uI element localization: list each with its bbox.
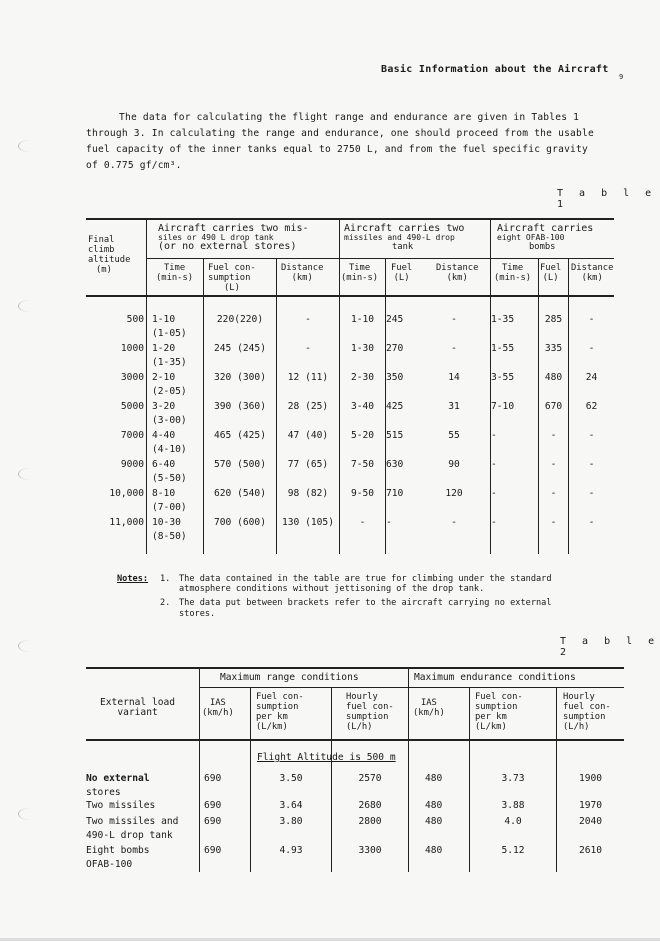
- t1-cell-altitude: 5000: [120, 401, 144, 412]
- note-1-number: 1.: [160, 574, 171, 584]
- t2-cell-c: 2680: [358, 800, 382, 811]
- t1-cell-altitude: 500: [126, 314, 144, 325]
- t1-sub-dist-3: Distance (km): [571, 263, 614, 283]
- t2-cell-variant-line2: stores: [86, 787, 121, 798]
- t1-cell-t3: 1-35: [491, 314, 515, 325]
- t1-cell-f1: 390 (360): [214, 401, 266, 412]
- t1-group-missiles-tank: Aircraft carries two missiles and 490-L drop tank: [344, 223, 465, 252]
- t1-cell-altitude: 7000: [120, 430, 144, 441]
- t2-group-max-endurance: Maximum endurance conditions: [414, 672, 576, 683]
- t1-cell-t2: 7-50: [350, 459, 375, 470]
- t1-cell-t1: 8-10: [152, 488, 176, 499]
- t1-cell-d1: -: [305, 343, 311, 354]
- punch-mark: [18, 468, 41, 480]
- t1-cell-altitude: 11,000: [109, 517, 144, 528]
- t2-cell-a: 690: [204, 845, 222, 856]
- t1-cell-t1-alt: (8-50): [152, 531, 187, 542]
- t2-cell-c: 2570: [358, 773, 382, 784]
- t2-cell-c: 2800: [358, 816, 382, 827]
- t1-cell-d3: 24: [585, 372, 598, 383]
- t2-cell-b: 4.93: [279, 845, 303, 856]
- t1-cell-f2: 515: [386, 430, 404, 441]
- t1-cell-t1: 10-30: [152, 517, 181, 528]
- t2-cell-variant: Two missiles and: [86, 816, 179, 827]
- t2-subhead-altitude: Flight Altitude is 500 m: [257, 752, 396, 763]
- t2-cell-b: 3.64: [279, 800, 303, 811]
- t1-sub-time-1: Time (min-s): [156, 263, 194, 283]
- t2-cell-f: 1970: [578, 800, 603, 811]
- t1-cell-t1: 6-40: [152, 459, 176, 470]
- t1-cell-f3: -: [550, 459, 557, 470]
- t1-cell-t1: 4-40: [152, 430, 176, 441]
- t2-cell-variant-line2: 490-L drop tank: [86, 830, 173, 841]
- note-2-line-1: The data put between brackets refer to the aircraft carrying no external: [179, 598, 552, 608]
- t1-cell-d2: -: [451, 517, 457, 528]
- t2-cell-variant: Eight bombs: [86, 845, 150, 856]
- t1-sub-fuel-1: Fuel con- sumption (L): [208, 263, 256, 293]
- t1-cell-f2: 710: [386, 488, 404, 499]
- t1-group-bombs: Aircraft carries eight OFAB-100 bombs: [497, 223, 594, 252]
- t2-cell-f: 2040: [578, 816, 603, 827]
- t1-cell-f1: 620 (540): [214, 488, 266, 499]
- t2-cell-variant: No external: [86, 773, 150, 784]
- t1-sub-dist-1: Distance (km): [281, 263, 324, 283]
- t1-cell-d1: 130 (105): [282, 517, 334, 528]
- t1-cell-t2: 9-50: [350, 488, 375, 499]
- t1-cell-f1: 465 (425): [214, 430, 266, 441]
- note-1-line-2: atmosphere conditions without jettisoning of the drop tank.: [179, 584, 485, 594]
- t2-cell-d: 480: [425, 800, 443, 811]
- note-2-number: 2.: [160, 598, 171, 608]
- t1-cell-f2: 425: [386, 401, 404, 412]
- t1-sub-time-2: Time (min-s): [341, 263, 379, 283]
- intro-line-4: of 0.775 gf/cm³.: [86, 160, 182, 171]
- t1-cell-d1: 12 (11): [287, 372, 329, 383]
- t2-h-fuel-km-2: Fuel con- sumption per km (L/km): [475, 692, 523, 732]
- t2-cell-a: 690: [204, 773, 222, 784]
- t2-h-hourly-1: Hourly fuel con- sumption (L/h): [346, 692, 394, 732]
- t2-cell-variant-line2: OFAB-100: [86, 859, 133, 870]
- t1-cell-d2: 90: [448, 459, 460, 470]
- t1-cell-t1: 1-10: [152, 314, 176, 325]
- t1-cell-d1: 98 (82): [287, 488, 329, 499]
- t1-cell-d1: 77 (65): [287, 459, 329, 470]
- t2-h-fuel-km-1: Fuel con- sumption per km (L/km): [256, 692, 304, 732]
- t1-cell-f3: 335: [544, 343, 563, 354]
- t1-cell-f3: -: [550, 430, 557, 441]
- t1-cell-altitude: 9000: [120, 459, 144, 470]
- note-2-line-2: stores.: [179, 609, 216, 619]
- notes-label: Notes:: [117, 574, 149, 584]
- t1-col-altitude-header: Final climb altitude (m): [88, 235, 131, 275]
- t1-cell-f3: -: [550, 517, 557, 528]
- t1-cell-f1: 570 (500): [214, 459, 266, 470]
- t1-cell-f2: -: [386, 517, 392, 528]
- intro-line-2: through 3. In calculating the range and endurance, one should proceed from the usable: [86, 128, 594, 139]
- t1-cell-t2: 2-30: [350, 372, 375, 383]
- t1-cell-d1: 28 (25): [287, 401, 329, 412]
- t1-cell-f2: 270: [386, 343, 404, 354]
- t1-cell-t2: 1-30: [350, 343, 375, 354]
- t1-sub-fuel-3: Fuel (L): [540, 263, 562, 283]
- t1-cell-d3: -: [588, 459, 595, 470]
- t2-cell-e: 5.12: [501, 845, 525, 856]
- punch-mark: [18, 640, 41, 652]
- t1-cell-t1-alt: (3-00): [152, 415, 187, 426]
- t1-cell-f2: 350: [386, 372, 404, 383]
- t1-cell-d2: 120: [445, 488, 463, 499]
- t1-cell-altitude: 10,000: [109, 488, 144, 499]
- t1-sub-time-3: Time (min-s): [494, 263, 532, 283]
- t1-cell-t1: 3-20: [152, 401, 176, 412]
- t2-cell-b: 3.50: [279, 773, 303, 784]
- t1-cell-d2: 31: [448, 401, 460, 412]
- t2-cell-a: 690: [204, 816, 222, 827]
- running-title: Basic Information about the Aircraft: [381, 64, 609, 75]
- t1-cell-t3: -: [491, 517, 497, 528]
- t2-cell-e: 4.0: [504, 816, 522, 827]
- t1-cell-t3: 3-55: [491, 372, 515, 383]
- intro-line-3: fuel capacity of the inner tanks equal to 2750 L, and from the fuel specific gravity: [86, 144, 588, 155]
- t2-cell-d: 480: [425, 773, 443, 784]
- t1-cell-d3: -: [588, 517, 595, 528]
- t1-cell-f1: 245 (245): [214, 343, 266, 354]
- t1-cell-d3: 62: [585, 401, 598, 412]
- punch-mark: [18, 300, 41, 312]
- t2-cell-a: 690: [204, 800, 222, 811]
- t1-cell-t1: 2-10: [152, 372, 176, 383]
- t2-cell-f: 2610: [578, 845, 603, 856]
- t1-cell-f3: -: [550, 488, 557, 499]
- punch-mark: [18, 140, 41, 152]
- t1-cell-f2: 630: [386, 459, 404, 470]
- t1-cell-t2: 3-40: [350, 401, 375, 412]
- t1-cell-d2: 14: [448, 372, 460, 383]
- t1-cell-t3: 7-10: [491, 401, 515, 412]
- t1-cell-d2: 55: [448, 430, 460, 441]
- t1-cell-d1: -: [305, 314, 311, 325]
- t2-cell-f: 1900: [578, 773, 603, 784]
- table2-label: T a b l e 2: [560, 636, 660, 658]
- t1-cell-t2: 5-20: [350, 430, 375, 441]
- page-number: 9: [619, 73, 624, 81]
- t1-cell-t3: -: [491, 459, 497, 470]
- t1-cell-d3: -: [588, 314, 595, 325]
- t1-cell-f3: 670: [544, 401, 563, 412]
- t1-cell-d1: 47 (40): [287, 430, 329, 441]
- t1-cell-f1: 220(220): [216, 314, 264, 325]
- t1-cell-t1-alt: (4-10): [152, 444, 187, 455]
- t1-cell-t1-alt: (7-00): [152, 502, 187, 513]
- t1-cell-d2: -: [451, 314, 457, 325]
- t1-sub-fuel-2: Fuel (L): [391, 263, 413, 283]
- t1-cell-d3: -: [588, 430, 595, 441]
- t2-cell-e: 3.88: [501, 800, 525, 811]
- t1-cell-d2: -: [451, 343, 457, 354]
- t1-cell-t3: -: [491, 488, 497, 499]
- t1-cell-t1-alt: (2-05): [152, 386, 187, 397]
- t1-cell-t1: 1-20: [152, 343, 176, 354]
- t2-cell-b: 3.80: [279, 816, 303, 827]
- t1-cell-t3: -: [491, 430, 497, 441]
- note-1-line-1: The data contained in the table are true for climbing under the standard: [179, 574, 552, 584]
- t1-cell-altitude: 1000: [120, 343, 144, 354]
- t1-cell-t2: -: [359, 517, 366, 528]
- punch-mark: [18, 808, 41, 820]
- t2-h-hourly-2: Hourly fuel con- sumption (L/h): [563, 692, 611, 732]
- t2-h-ias-1: IAS (km/h): [202, 698, 234, 718]
- t2-cell-d: 480: [425, 845, 443, 856]
- t2-group-max-range: Maximum range conditions: [220, 672, 359, 683]
- t1-cell-f2: 245: [386, 314, 404, 325]
- t1-cell-f3: 285: [544, 314, 563, 325]
- t1-cell-d3: -: [588, 343, 595, 354]
- t1-cell-t1-alt: (1-35): [152, 357, 187, 368]
- t2-cell-e: 3.73: [501, 773, 525, 784]
- t1-cell-f1: 700 (600): [214, 517, 266, 528]
- t1-cell-t1-alt: (1-05): [152, 328, 187, 339]
- t1-cell-altitude: 3000: [120, 372, 144, 383]
- t1-cell-t3: 1-55: [491, 343, 515, 354]
- t1-cell-d3: -: [588, 488, 595, 499]
- intro-line-1: The data for calculating the flight range and endurance are given in Tables 1: [119, 112, 580, 123]
- t1-cell-t1-alt: (5-50): [152, 473, 187, 484]
- t1-group-no-stores: Aircraft carries two mis- siles or 490 L drop tank (or no external stores): [158, 223, 309, 252]
- t2-cell-variant: Two missiles: [86, 800, 156, 811]
- t2-cell-c: 3300: [358, 845, 382, 856]
- table1-label: T a b l e 1: [557, 188, 657, 210]
- t2-h-ias-2: IAS (km/h): [413, 698, 445, 718]
- t1-sub-dist-2: Distance (km): [436, 263, 479, 283]
- t1-cell-f3: 480: [544, 372, 563, 383]
- t1-cell-t2: 1-10: [350, 314, 375, 325]
- t2-cell-d: 480: [425, 816, 443, 827]
- t2-col-variant-header: External load variant: [100, 697, 176, 718]
- t1-cell-f1: 320 (300): [214, 372, 266, 383]
